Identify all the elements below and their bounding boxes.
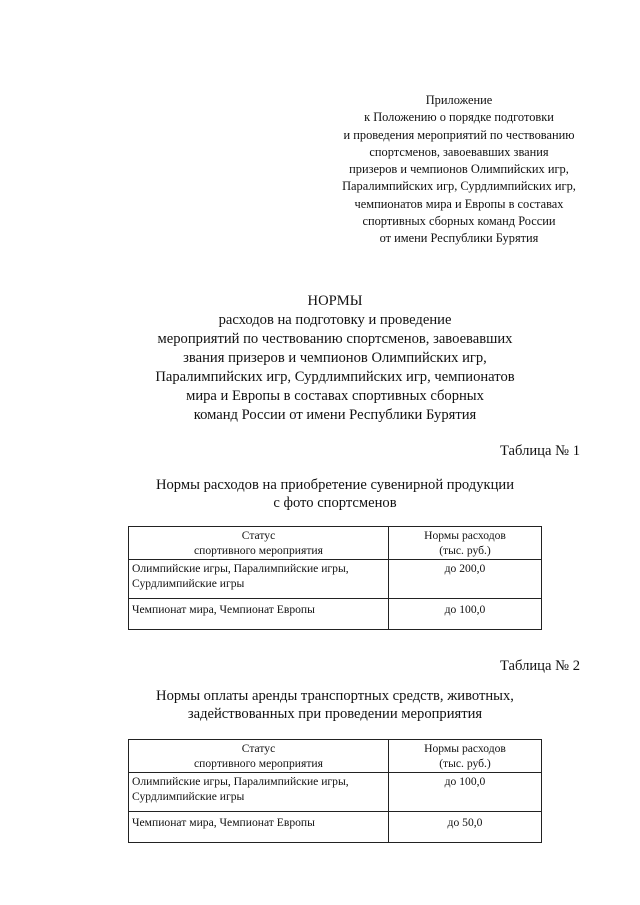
table-row: [129, 560, 542, 599]
appendix-line: и проведения мероприятий по чествованию: [343, 127, 575, 142]
table-caption-line: Нормы оплаты аренды транспортных средств, животных,: [156, 688, 514, 704]
norms-heading: [120, 292, 550, 425]
table-2-label: Таблица № 2: [500, 658, 580, 674]
table-row: [129, 773, 542, 812]
table-2: [128, 739, 542, 843]
appendix-line: Паралимпийских игр, Сурдлимпийских игр,: [342, 179, 576, 194]
norms-subtitle-line: Паралимпийских игр, Сурдлимпийских игр, чемпионатов: [155, 369, 515, 385]
appendix-line: спортсменов, завоевавших звания: [369, 144, 549, 159]
norm-cell: до 100,0: [389, 773, 542, 812]
status-line: Сурдлимпийские игры: [132, 577, 245, 590]
status-cell: [129, 560, 389, 599]
header-status-cell: [129, 740, 389, 773]
header-status-cell: [129, 527, 389, 560]
header-norm-cell: [389, 740, 542, 773]
status-line: Чемпионат мира, Чемпионат Европы: [132, 816, 315, 829]
norms-title: НОРМЫ: [307, 293, 363, 309]
status-line: Олимпийские игры, Паралимпийские игры,: [132, 562, 349, 575]
appendix-line: призеров и чемпионов Олимпийских игр,: [349, 162, 569, 177]
norms-subtitle-line: мира и Европы в составах спортивных сборных: [186, 388, 484, 404]
header-status-line: Статус: [241, 742, 276, 755]
appendix-line: от имени Республики Бурятия: [379, 231, 539, 246]
appendix-line: Приложение: [425, 93, 493, 107]
status-line: Сурдлимпийские игры: [132, 790, 245, 803]
table-header-row: [129, 527, 542, 560]
header-status-line: спортивного мероприятия: [194, 544, 323, 557]
norms-subtitle-line: мероприятий по чествованию спортсменов, завоевавших: [157, 331, 513, 347]
norms-subtitle-line: звания призеров и чемпионов Олимпийских игр,: [183, 350, 487, 366]
status-line: Олимпийские игры, Паралимпийские игры,: [132, 775, 349, 788]
norms-subtitle-line: команд России от имени Республики Бурятия: [193, 407, 477, 423]
header-status-line: Статус: [241, 529, 276, 542]
table-caption-line: Нормы расходов на приобретение сувенирной продукции: [155, 477, 515, 493]
norm-cell: до 100,0: [389, 599, 542, 630]
table-2-caption: [120, 687, 550, 723]
status-line: Чемпионат мира, Чемпионат Европы: [132, 603, 315, 616]
appendix-block: [330, 92, 588, 248]
status-cell: [129, 773, 389, 812]
appendix-line: чемпионатов мира и Европы в составах: [354, 196, 564, 211]
table-1-caption: [120, 476, 550, 512]
header-status-line: спортивного мероприятия: [194, 757, 323, 770]
norm-cell: до 200,0: [389, 560, 542, 599]
status-cell: [129, 599, 389, 630]
table-header-row: [129, 740, 542, 773]
header-norm-line: (тыс. руб.): [439, 544, 491, 557]
header-norm-line: Нормы расходов: [424, 742, 506, 755]
table-caption-line: задействованных при проведении мероприятия: [187, 706, 483, 722]
status-cell: [129, 812, 389, 843]
appendix-line: к Положению о порядке подготовки: [364, 110, 554, 125]
header-norm-line: Нормы расходов: [424, 529, 506, 542]
table-row: [129, 812, 542, 843]
table-row: [129, 599, 542, 630]
table-caption-line: с фото спортсменов: [273, 495, 397, 511]
header-norm-cell: [389, 527, 542, 560]
norm-cell: до 50,0: [389, 812, 542, 843]
header-norm-line: (тыс. руб.): [439, 757, 491, 770]
table-1: [128, 526, 542, 630]
appendix-line: спортивных сборных команд России: [362, 214, 556, 229]
table-1-label: Таблица № 1: [500, 443, 580, 459]
norms-subtitle-line: расходов на подготовку и проведение: [218, 312, 452, 328]
